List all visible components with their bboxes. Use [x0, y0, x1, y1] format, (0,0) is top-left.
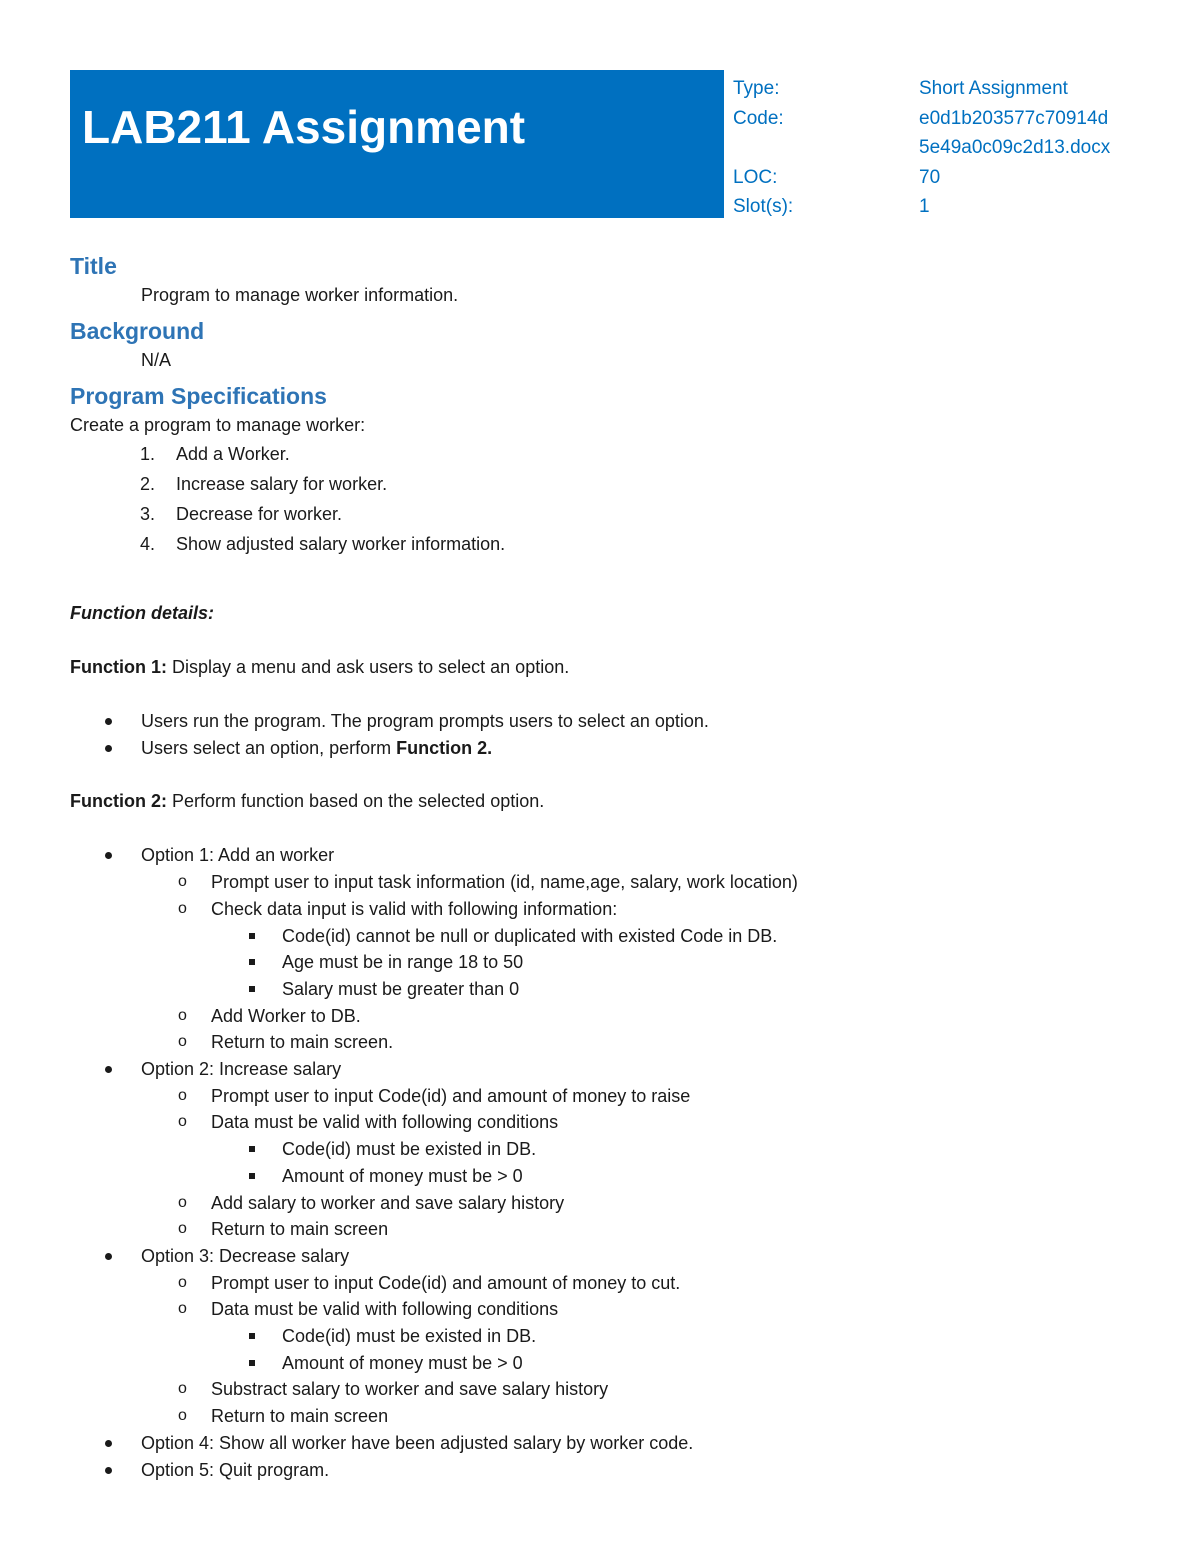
meta-type-row	[733, 74, 1173, 104]
circle-bullet-icon	[70, 1376, 211, 1403]
circle-bullet-icon	[70, 1190, 211, 1217]
spec-heading: Program Specifications	[70, 383, 327, 409]
option-5: Option 5: Quit program.	[70, 1457, 1130, 1484]
bullet-icon	[70, 735, 141, 762]
list-item: o Data must be valid with following conditions	[70, 1109, 1130, 1136]
function-2-line: Function 2: Perform function based on the selected option.	[70, 791, 545, 812]
circle-bullet-icon	[70, 1083, 211, 1110]
option-1: Option 1: Add an worker	[70, 842, 1130, 869]
circle-bullet-icon	[70, 1403, 211, 1430]
square-bullet-icon	[70, 1163, 282, 1190]
option-2: Option 2: Increase salary	[70, 1056, 1130, 1083]
bullet-icon	[70, 708, 141, 735]
list-item: 4. Show adjusted salary worker information.	[140, 534, 506, 554]
list-item: o Data must be valid with following conditions	[70, 1296, 1130, 1323]
meta-slots-row	[733, 192, 1173, 222]
list-item: o Prompt user to input Code(id) and amount of money to raise	[70, 1083, 1130, 1110]
list-item: Users select an option, perform Function 2.	[70, 735, 1130, 762]
bullet-icon	[70, 1430, 141, 1457]
meta-loc-row	[733, 163, 1173, 193]
list-item: Amount of money must be > 0	[70, 1163, 1130, 1190]
function-details-heading: Function details:	[70, 603, 214, 623]
square-bullet-icon	[70, 1350, 282, 1377]
bullet-icon	[70, 1243, 141, 1270]
background-text: N/A	[141, 350, 172, 370]
list-item: o Prompt user to input task information (id, name,age, salary, work location)	[70, 869, 1130, 896]
meta-slots-label: Slot(s):	[733, 196, 794, 217]
bullet-icon	[70, 1056, 141, 1083]
title-heading: Title	[70, 253, 117, 279]
list-item: Salary must be greater than 0	[70, 976, 1130, 1003]
list-item: Amount of money must be > 0	[70, 1350, 1130, 1377]
circle-bullet-icon	[70, 869, 211, 896]
circle-bullet-icon	[70, 1029, 211, 1056]
list-item: 1. Add a Worker.	[140, 444, 290, 464]
meta-type-label: Type:	[733, 78, 780, 99]
list-item: Code(id) must be existed in DB.	[70, 1136, 1130, 1163]
circle-bullet-icon	[70, 1003, 211, 1030]
square-bullet-icon	[70, 949, 282, 976]
list-item: 2. Increase salary for worker.	[140, 474, 388, 494]
square-bullet-icon	[70, 976, 282, 1003]
list-item: o Return to main screen.	[70, 1029, 1130, 1056]
list-item: o Add Worker to DB.	[70, 1003, 1130, 1030]
meta-loc-value: 70	[919, 166, 941, 188]
circle-bullet-icon	[70, 1109, 211, 1136]
list-item: Code(id) cannot be null or duplicated with existed Code in DB.	[70, 923, 1130, 950]
circle-bullet-icon	[70, 1270, 211, 1297]
meta-type-value: Short Assignment	[919, 78, 1068, 99]
list-item: o Add salary to worker and save salary history	[70, 1190, 1130, 1217]
document-title: LAB211 Assignment	[82, 101, 526, 153]
metadata-table	[733, 74, 1173, 222]
list-item: o Return to main screen	[70, 1216, 1130, 1243]
list-item: o Check data input is valid with following information:	[70, 896, 1130, 923]
bullet-icon	[70, 842, 141, 869]
option-3: Option 3: Decrease salary	[70, 1243, 1130, 1270]
list-item: o Prompt user to input Code(id) and amount of money to cut.	[70, 1270, 1130, 1297]
meta-code-row-2	[733, 133, 1173, 163]
background-heading: Background	[70, 318, 205, 344]
option-4: Option 4: Show all worker have been adjusted salary by worker code.	[70, 1430, 1130, 1457]
list-item: Code(id) must be existed in DB.	[70, 1323, 1130, 1350]
function-1-line: Function 1: Display a menu and ask users to select an option.	[70, 657, 570, 677]
bullet-icon	[70, 1457, 141, 1484]
meta-code-row	[733, 104, 1173, 134]
list-item: Age must be in range 18 to 50	[70, 949, 1130, 976]
header-banner	[70, 70, 724, 218]
spec-intro: Create a program to manage worker:	[70, 415, 366, 435]
circle-bullet-icon	[70, 1296, 211, 1323]
list-item: o Substract salary to worker and save salary history	[70, 1376, 1130, 1403]
spec-list	[70, 439, 1130, 559]
square-bullet-icon	[70, 1323, 282, 1350]
meta-slots-value: 1	[919, 196, 930, 217]
list-item: 3. Decrease for worker.	[140, 504, 343, 524]
meta-code-value-line2: 5e49a0c09c2d13.docx	[919, 137, 1111, 158]
title-text: Program to manage worker information.	[141, 285, 459, 305]
circle-bullet-icon	[70, 1216, 211, 1243]
meta-code-value-line1: e0d1b203577c70914d	[919, 107, 1109, 129]
square-bullet-icon	[70, 1136, 282, 1163]
list-item: o Return to main screen	[70, 1403, 1130, 1430]
circle-bullet-icon	[70, 896, 211, 923]
list-item: Users run the program. The program prompts users to select an option.	[70, 708, 1130, 735]
meta-code-label: Code:	[733, 107, 784, 129]
meta-loc-label: LOC:	[733, 166, 778, 188]
square-bullet-icon	[70, 923, 282, 950]
document-body	[70, 250, 1130, 1483]
